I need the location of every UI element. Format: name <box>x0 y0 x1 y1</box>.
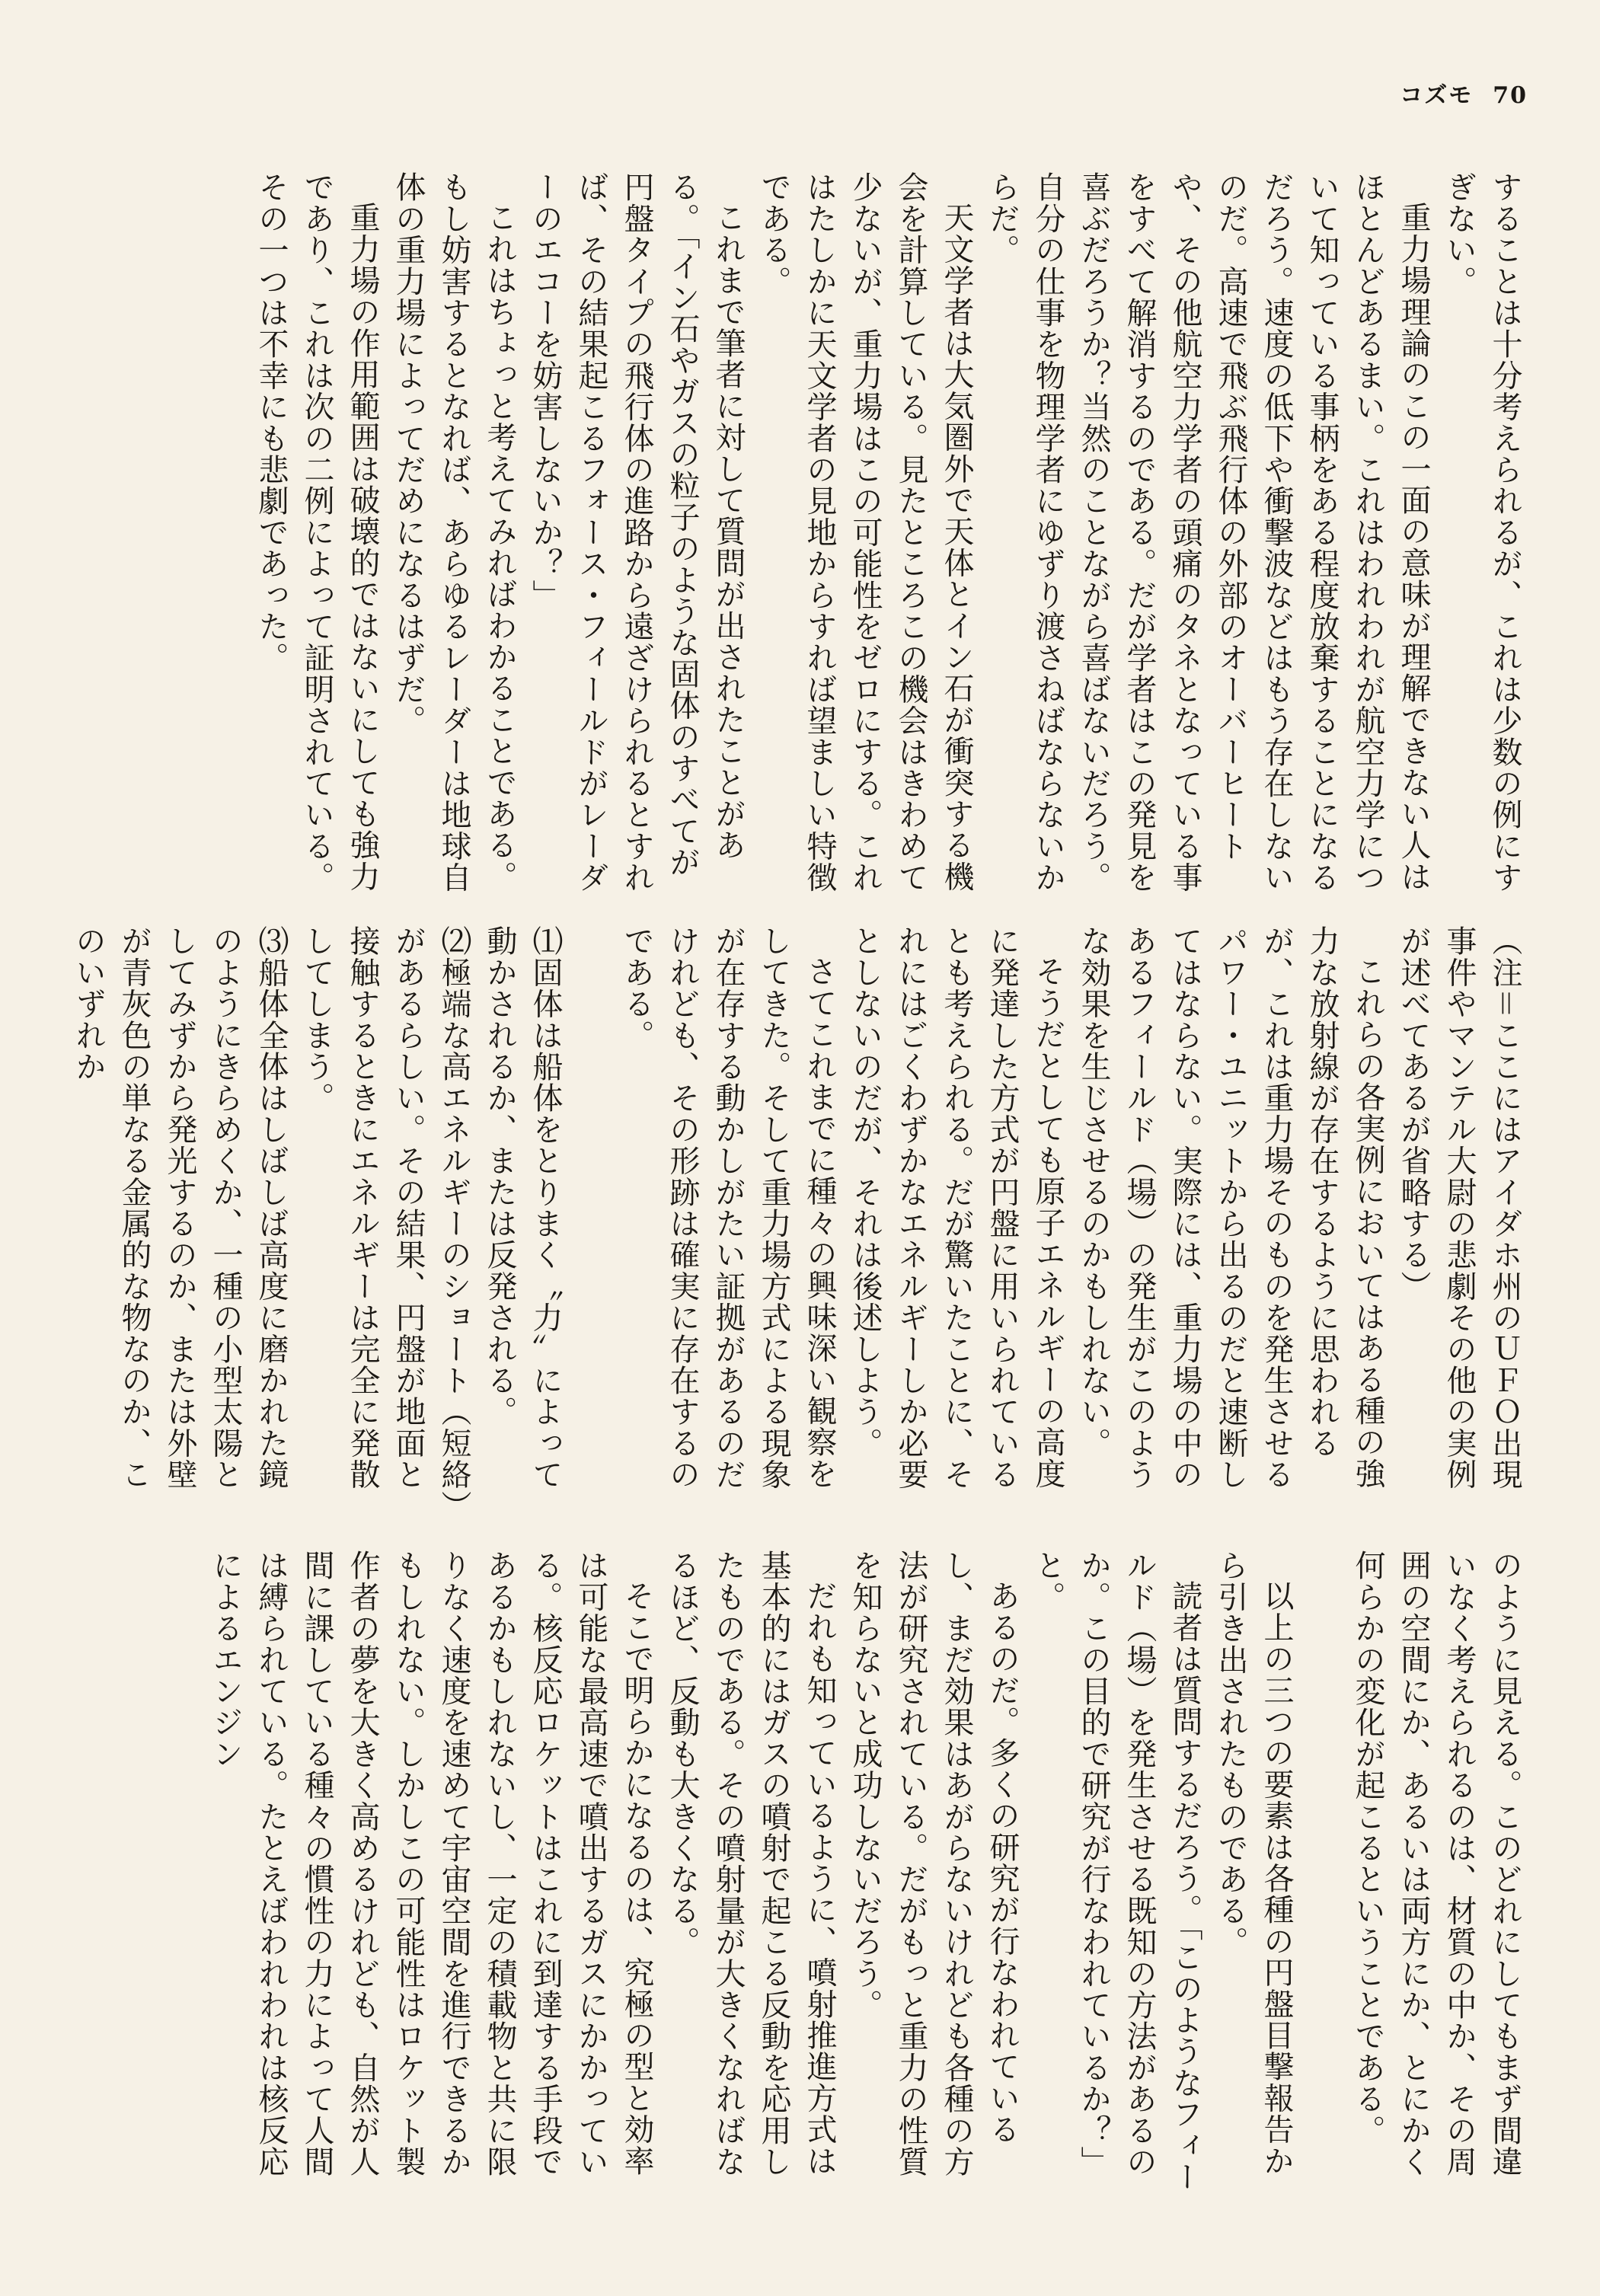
list-text: 船体全体はしばしば高度に磨かれた鏡のようにきらめくか、一種の小型太陽としてみずから発光するのか、または外壁が青灰色の単なる金属的な物なのか、このいずれか <box>71 925 289 1490</box>
editor-note: （注＝ここにはアイダホ州のＵＦＯ出現事件やマンテル大尉の悲劇その他の実例が述べてあるが省略する） <box>1396 925 1522 1490</box>
spacer <box>1299 1550 1345 2205</box>
article-tier-bottom <box>152 1550 1528 2205</box>
page-number: 70 <box>1493 82 1528 109</box>
article-tier-middle <box>71 925 1528 1512</box>
list-item-3 <box>65 925 294 1512</box>
paragraph: 天文学者は大気圏外で天体とイン石が衝突する機会を計算している。見たところこの機会はきわめて少ないが、重力場はこの可能性をゼロにする。これはたしかに天文学者の見地からすれば望ましい特徴である。 <box>756 171 974 893</box>
page-header <box>1400 76 1528 110</box>
paragraph: することは十分考えられるが、これは少数の例にすぎない。 <box>1442 171 1522 893</box>
paragraph: これまで筆者に対して質問が出されたことがある。「イン石やガスの粒子のような固体のすべてが円盤タイプの飛行体の進路から遠ざけられるとすれば、その結果起こるフォース・フィールドがレーダーのエコーを妨害しないか？」 <box>528 171 746 893</box>
list-number: ⑵ <box>436 925 471 957</box>
paragraph: これはちょっと考えてみればわかることである。もし妨害するとなれば、あらゆるレーダーは地球自体の重力場によってだめになるはずだ。 <box>391 171 517 893</box>
article-tier-top <box>152 171 1528 899</box>
paragraph: そこで明らかになるのは、究極の型と効率は可能な最高速で噴出するガスにかかっている。核反応ロケットはこれに到達する手段であるかもしれないし、一定の積載物と共に限りなく速度を速めて宇宙空間を進行できるかもしれない。しかしこの可能性はロケット製作者の夢を大きく高めるけれども、自然が人間に課している種々の慣性の力によって人間は縛られている。たとえばわれわれは核反応によるエンジン <box>208 1550 654 2178</box>
paragraph: あるのだ。多くの研究が行なわれているし、まだ効果はあがらないけれども各種の方法が研究されている。だがもっと重力の性質を知らないと成功しないだろう。 <box>848 1550 1020 2177</box>
list-item-2 <box>294 925 477 1512</box>
list-number: ⑶ <box>254 925 289 957</box>
paragraph: そうだとしても原子エネルギーの高度に発達した方式が円盤に用いられているとも考えられる。だが驚いたことに、それにはごくわずかなエネルギーしか必要としないのだが、それは後述しよう。 <box>848 925 1065 1490</box>
paragraph: 以上の三つの要素は各種の円盤目撃報告から引き出されたものである。 <box>1213 1550 1294 2176</box>
paragraph: さてこれまでに種々の興味深い観察をしてきた。そして重力場方式による現象が在存する動かしがたい証拠があるのだけれども、その形跡は確実に存在するのである。 <box>619 925 837 1490</box>
paragraph: これらの各実例においてはある種の強力な放射線が存在するように思われるが、これは重力場そのものを発生させるパワー・ユニットから出るのだと速断してはならない。実際には、重力場の中のあるフィールド（場）の発生がこのような効果を生じさせるのかもしれない。 <box>1076 925 1385 1490</box>
paragraph: 読者は質問するだろう。「このようなフィールド（場）を発生させる既知の方法があるのか。この目的で研究が行なわれているか？」と。 <box>1030 1550 1202 2192</box>
list-item-1 <box>477 925 568 1512</box>
magazine-title: コズモ <box>1400 82 1474 109</box>
paragraph: 重力場の作用範囲は破壊的ではないにしても強力であり、これは次の二例によって証明されている。その一つは不幸にも悲劇であった。 <box>254 171 380 893</box>
list-text: 極端な高エネルギーのショート（短絡）があるらしい。その結果、円盤が地面と接触するときにエネルギーは完全に発散してしまう。 <box>299 925 471 1506</box>
spacer <box>568 925 614 1512</box>
paragraph: 重力場理論のこの一面の意味が理解できない人はほとんどあるまい。これはわれわれが航空力学について知っている事柄をある程度放棄することになるだろう。速度の低下や衝撃波などはもう存在しないのだ。高速で飛ぶ飛行体の外部のオーバーヒートや、その他航空力学者の頭痛のタネとなっている事をすべて解消するのである。だが学者はこの発見を喜ぶだろうか？当然のことながら喜ばないだろう。自分の仕事を物理学者にゆずり渡さねばならないからだ。 <box>985 171 1431 893</box>
paragraph: だれも知っているように、噴射推進方式は基本的にはガスの噴射で起こる反動を応用したものである。その噴射量が大きくなればなるほど、反動も大きくなる。 <box>665 1550 837 2177</box>
list-number: ⑴ <box>528 925 563 957</box>
list-text: 固体は船体をとりまく〝力〟によって動かされるか、または反発される。 <box>482 925 563 1490</box>
paragraph: のように見える。このどれにしてもまず間違いなく考えられるのは、材質の中か、その周囲の空間にか、あるいは両方にか、とにかく何らかの変化が起こるということである。 <box>1350 1550 1522 2177</box>
